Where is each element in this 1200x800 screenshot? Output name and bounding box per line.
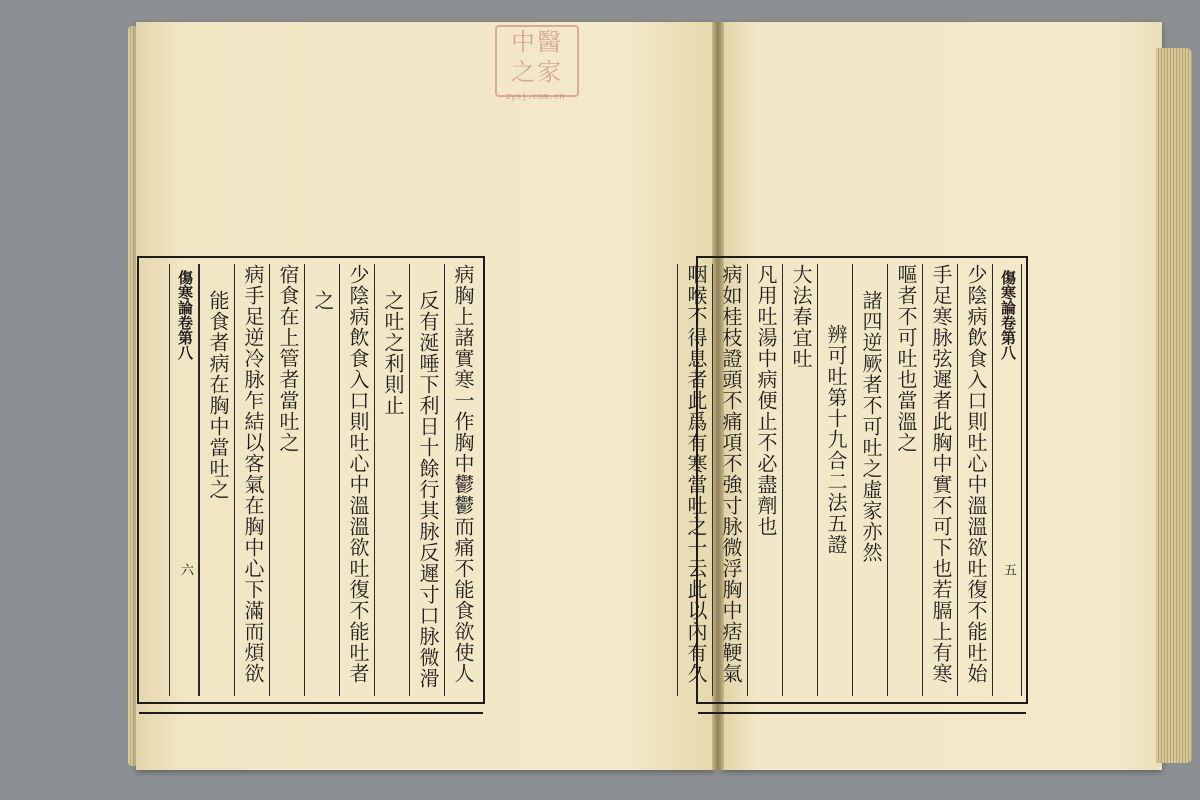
- watermark-stamp: 中醫 之家: [495, 25, 579, 97]
- book-title-strip: 傷寒論卷第八: [999, 270, 1017, 360]
- text-column: 病手足逆冷脉乍結以客氣在胸中心下滿而煩欲: [234, 264, 269, 696]
- section-heading: 辨可吐第十九合二法五證: [817, 264, 852, 696]
- text-column: 少陰病飲食入口則吐心中溫溫欲吐復不能吐者: [339, 264, 374, 696]
- text-column: 病胸上諸實寒一作胸中鬱鬱而痛不能食欲使人: [444, 264, 479, 696]
- bottom-rule: [139, 712, 483, 714]
- text-column: 諸四逆厥者不可吐之虛家亦然: [852, 264, 887, 696]
- page-number: 五: [1001, 563, 1016, 576]
- bottom-rule: [698, 712, 1026, 714]
- text-column: 之吐之利則止: [374, 264, 409, 696]
- book-title-strip: 傷寒論卷第八: [176, 270, 194, 360]
- text-column: 大法春宜吐: [782, 264, 817, 696]
- left-text-block: [137, 256, 485, 704]
- text-column: 少陰病飲食入口則吐心中溫溫欲吐復不能吐始: [957, 264, 992, 696]
- center-strip: [169, 264, 199, 696]
- text-column: 咽喉不得息者此爲有寒當吐之一云此以內有久: [677, 264, 712, 696]
- text-column: 之: [304, 264, 339, 696]
- text-column: 反有涎唾下利日十餘行其脉反遲寸口脉微滑: [409, 264, 444, 696]
- watermark-url: zysj.com.cn: [505, 92, 565, 102]
- right-text-block: [684, 256, 1028, 704]
- text-column: 宿食在上管者當吐之: [269, 264, 304, 696]
- text-column: 能食者病在胸中當吐之: [199, 264, 234, 696]
- text-column: 病如桂枝證頭不痛項不強寸脉微浮胸中痞鞕氣: [712, 264, 747, 696]
- text-column: 凡用吐湯中病便止不必盡劑也: [747, 264, 782, 696]
- page-edges-right: [1156, 48, 1192, 763]
- text-column: 手足寒脉弦遲者此胸中實不可下也若膈上有寒: [922, 264, 957, 696]
- page-number: 六: [178, 563, 193, 576]
- center-strip: [992, 264, 1022, 696]
- text-column: 嘔者不可吐也當溫之: [887, 264, 922, 696]
